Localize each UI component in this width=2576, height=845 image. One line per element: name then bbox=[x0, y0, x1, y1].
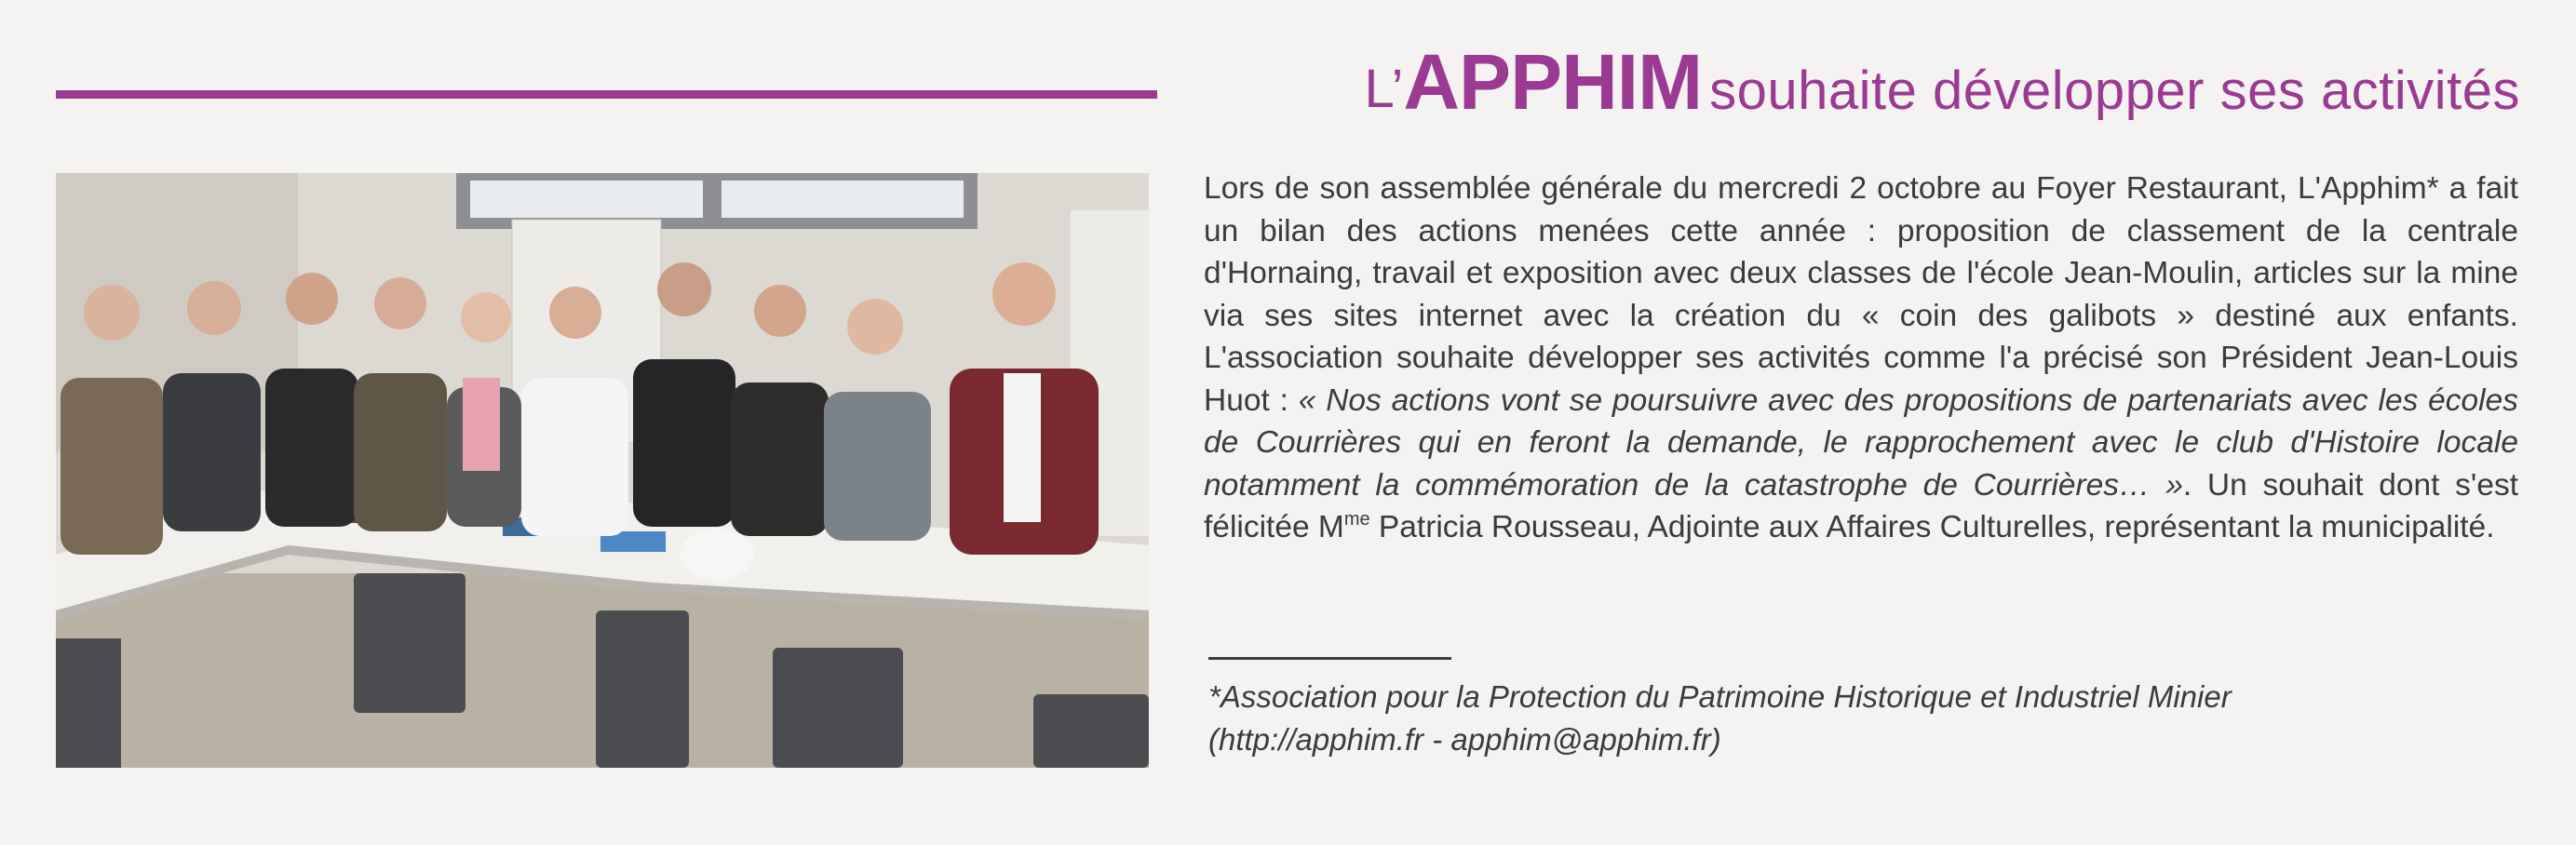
group-photo-illustration bbox=[56, 173, 1149, 768]
article-paragraph: Lors de son assemblée générale du mercredi 2 octobre au Foyer Restaurant, L'Apphim* a fait un bilan des actions menées cette année : proposition de classement de la centrale d'Hornaing, travail et exposition avec deux classes de l'école Jean-Moulin, articles sur la mine via ses sites internet avec la création du « coin des galibots » destiné aux enfants. L'association souhaite développer ses activités comme l'a précisé son Président Jean-Louis Huot : bbox=[1204, 171, 2518, 418]
headline bbox=[1364, 37, 2520, 127]
article-paragraph-end: Patricia Rousseau, Adjointe aux Affaires Culturelles, représentant la municipalité. bbox=[1369, 510, 2495, 544]
headline-rest: souhaite développer ses activités bbox=[1709, 60, 2520, 121]
footnote-separator bbox=[1208, 657, 1451, 660]
article-body bbox=[1204, 168, 2518, 549]
footnote-line-1: *Association pour la Protection du Patrimoine Historique et Industriel Minier bbox=[1208, 679, 2232, 714]
group-photo bbox=[56, 173, 1149, 768]
header-rule bbox=[56, 90, 1157, 99]
footnote-line-2: (http://apphim.fr - apphim@apphim.fr) bbox=[1208, 722, 1721, 757]
article-paragraph-cont: . Un souhait dont s'est félicitée M bbox=[1204, 467, 2519, 544]
footnote bbox=[1208, 676, 2523, 761]
article-superscript: me bbox=[1343, 509, 1370, 530]
article-quote: « Nos actions vont se poursuivre avec des propositions de partenariats avec les écoles de Courrières qui en feront la demande, le rapprochement avec le club d'Histoire locale notamment la commémoration de la catastrophe de Courrières… » bbox=[1204, 382, 2518, 503]
headline-prefix: L’ bbox=[1364, 59, 1404, 119]
headline-brand: APPHIM bbox=[1403, 38, 1703, 126]
